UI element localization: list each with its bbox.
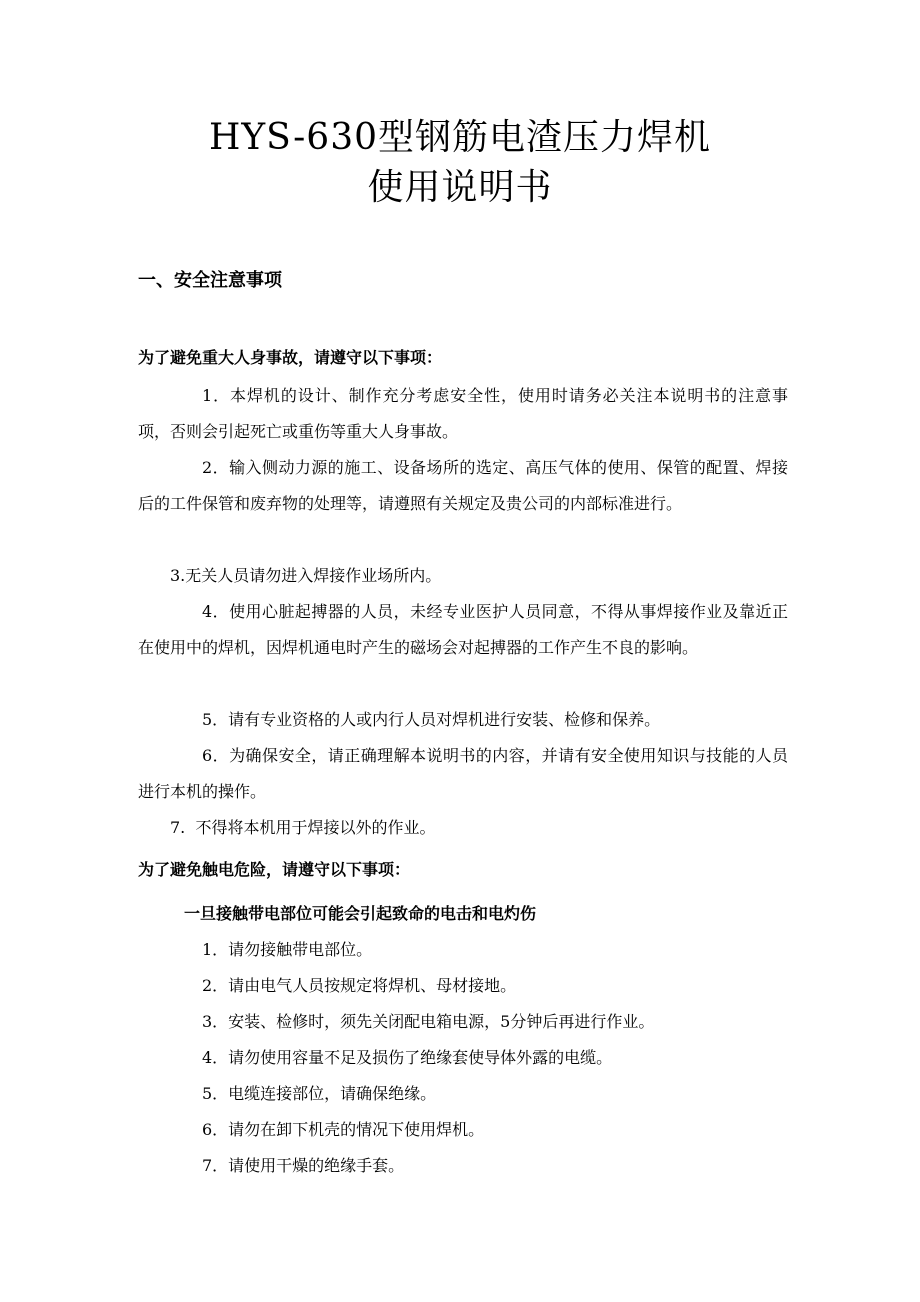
list-item: 4．请勿使用容量不足及损伤了绝缘套使导体外露的电缆。 [202,1048,613,1067]
paragraph-item: 1．本焊机的设计、制作充分考虑安全性，使用时请务必关注本说明书的注意事项，否则会引起死亡或重伤等重大人身事故。 [138,386,788,441]
list-item: 2．请由电气人员按规定将焊机、母材接地。 [202,976,517,995]
list-item: 1．请勿接触带电部位。 [202,940,373,959]
paragraph-item: 3.无关人员请勿进入焊接作业场所内。 [170,566,442,585]
list-item: 6．请勿在卸下机壳的情况下使用焊机。 [202,1120,485,1139]
group-heading-electric-shock: 为了避免触电危险，请遵守以下事项： [138,860,411,879]
list-item: 5．电缆连接部位，请确保绝缘。 [202,1084,437,1103]
paragraph-item: 2．输入侧动力源的施工、设备场所的选定、高压气体的使用、保管的配置、焊接后的工件保管和废弃物的处理等，请遵照有关规定及贵公司的内部标准进行。 [138,458,788,513]
section-heading: 一、安全注意事项 [138,270,282,291]
paragraph-item: 5．请有专业资格的人或内行人员对焊机进行安装、检修和保养。 [202,710,661,729]
list-item: 3．安装、检修时，须先关闭配电箱电源，5分钟后再进行作业。 [202,1012,655,1031]
document-title: HYS-630型钢筋电渣压力焊机 [208,117,712,158]
group-heading-injury: 为了避免重大人身事故，请遵守以下事项： [138,348,443,367]
paragraph-item: 4．使用心脏起搏器的人员，未经专业医护人员同意，不得从事焊接作业及靠近正在使用中的焊机，因焊机通电时产生的磁场会对起搏器的工作产生不良的影响。 [138,602,788,657]
paragraph-item: 6．为确保安全，请正确理解本说明书的内容，并请有安全使用知识与技能的人员进行本机的操作。 [138,746,788,801]
list-item: 7．请使用干燥的绝缘手套。 [202,1156,405,1175]
paragraph-item: 7. 不得将本机用于焊接以外的作业。 [170,818,436,837]
document-subtitle: 使用说明书 [367,167,553,208]
group-subheading: 一旦接触带电部位可能会引起致命的电击和电灼伤 [184,904,537,923]
